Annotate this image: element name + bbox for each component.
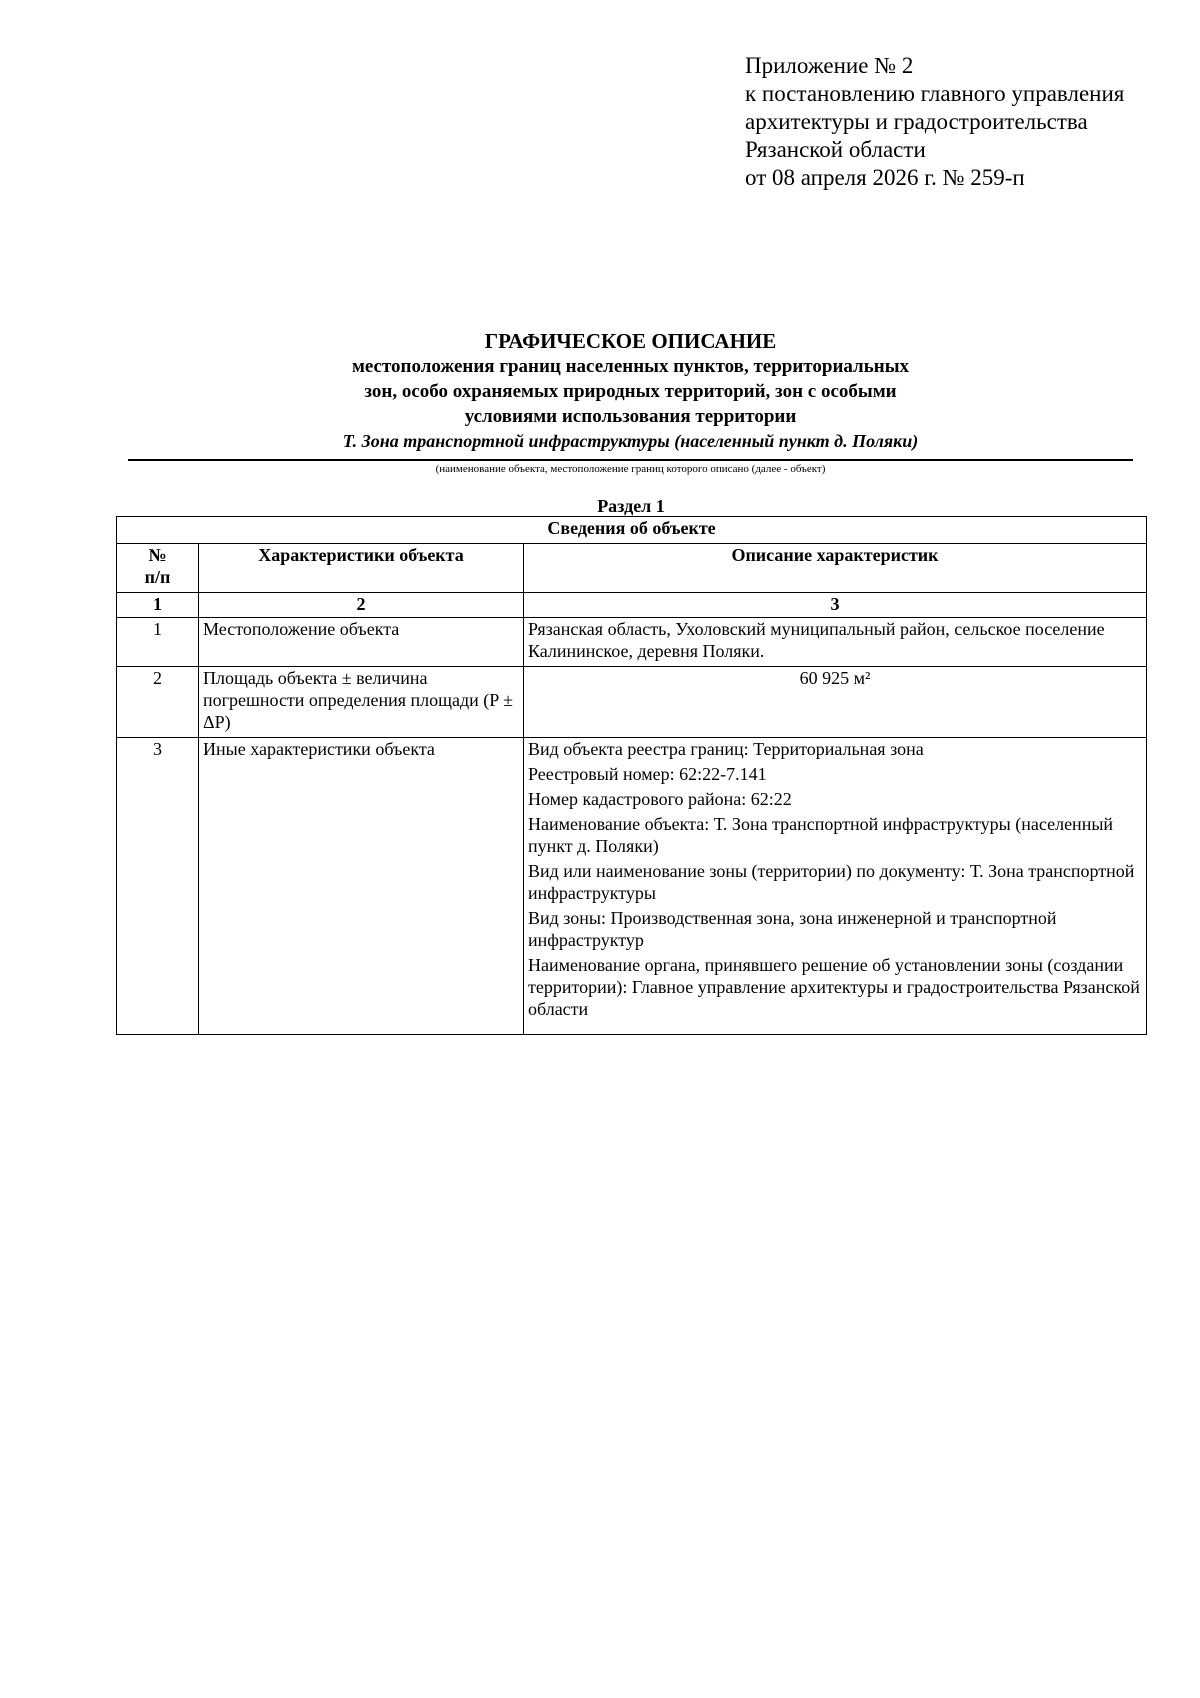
description-line: Реестровый номер: 62:22-7.141 bbox=[528, 764, 767, 784]
header-description: Описание характеристик bbox=[524, 544, 1147, 593]
row-number: 3 bbox=[117, 738, 199, 1035]
table-caption: Сведения об объекте bbox=[117, 517, 1147, 544]
title-block bbox=[128, 328, 1133, 453]
subtitle-line: условиями использования территории bbox=[464, 406, 797, 427]
header-characteristic: Характеристики объекта bbox=[199, 544, 524, 593]
description-line: Вид или наименование зоны (территории) по документу: Т. Зона транспортной инфраструктуры bbox=[528, 861, 1135, 903]
row-description: 60 925 м² bbox=[524, 667, 1147, 738]
description-line: Вид зоны: Производственная зона, зона инженерной и транспортной инфраструктур bbox=[528, 908, 1057, 950]
section-title: Раздел 1 bbox=[597, 496, 665, 516]
annex-block bbox=[745, 52, 1124, 192]
document-title: ГРАФИЧЕСКОЕ ОПИСАНИЕ bbox=[484, 329, 777, 353]
table-row bbox=[117, 667, 1147, 738]
object-name: Т. Зона транспортной инфраструктуры (населенный пункт д. Поляки) bbox=[342, 431, 919, 451]
row-description bbox=[524, 738, 1147, 1035]
table-row bbox=[117, 738, 1147, 1035]
description-line: Рязанская область, Ухоловский муниципальный район, сельское поселение Калининское, деревня Поляки. bbox=[528, 619, 1105, 661]
table-caption-row bbox=[117, 517, 1147, 544]
row-description bbox=[524, 618, 1147, 667]
column-number-row bbox=[117, 593, 1147, 618]
table-header-row bbox=[117, 544, 1147, 593]
object-name-underline bbox=[128, 459, 1133, 461]
table-row bbox=[117, 618, 1147, 667]
annex-line: архитектуры и градостроительства bbox=[745, 109, 1088, 134]
subtitle-line: местоположения границ населенных пунктов, территориальных bbox=[351, 356, 910, 377]
header-number: № п/п bbox=[117, 544, 199, 593]
annex-line: Приложение № 2 bbox=[745, 53, 914, 78]
annex-line: от 08 апреля 2026 г. № 259-п bbox=[745, 165, 1025, 190]
object-info-table bbox=[116, 516, 1147, 1035]
column-number: 2 bbox=[199, 593, 524, 618]
row-characteristic: Площадь объекта ± величина погрешности определения площади (P ± ΔP) bbox=[199, 667, 524, 738]
row-characteristic: Иные характеристики объекта bbox=[199, 738, 524, 1035]
row-characteristic: Местоположение объекта bbox=[199, 618, 524, 667]
description-line: Номер кадастрового района: 62:22 bbox=[528, 789, 792, 809]
annex-line: к постановлению главного управления bbox=[745, 81, 1125, 106]
description-line: Наименование объекта: Т. Зона транспортной инфраструктуры (населенный пункт д. Поляки) bbox=[528, 814, 1114, 856]
annex-line: Рязанской области bbox=[745, 137, 926, 162]
column-number: 3 bbox=[524, 593, 1147, 618]
row-number: 2 bbox=[117, 667, 199, 738]
underline-caption: (наименование объекта, местоположение границ которого описано (далее - объект) bbox=[435, 463, 826, 475]
row-number: 1 bbox=[117, 618, 199, 667]
description-line: Наименование органа, принявшего решение об установлении зоны (создании территории): Главное управление архитектуры и градостроительства Рязанской области bbox=[528, 955, 1140, 1019]
description-line: Вид объекта реестра границ: Территориальная зона bbox=[528, 739, 924, 759]
subtitle-line: зон, особо охраняемых природных территорий, зон с особыми bbox=[364, 381, 897, 402]
column-number: 1 bbox=[117, 593, 199, 618]
